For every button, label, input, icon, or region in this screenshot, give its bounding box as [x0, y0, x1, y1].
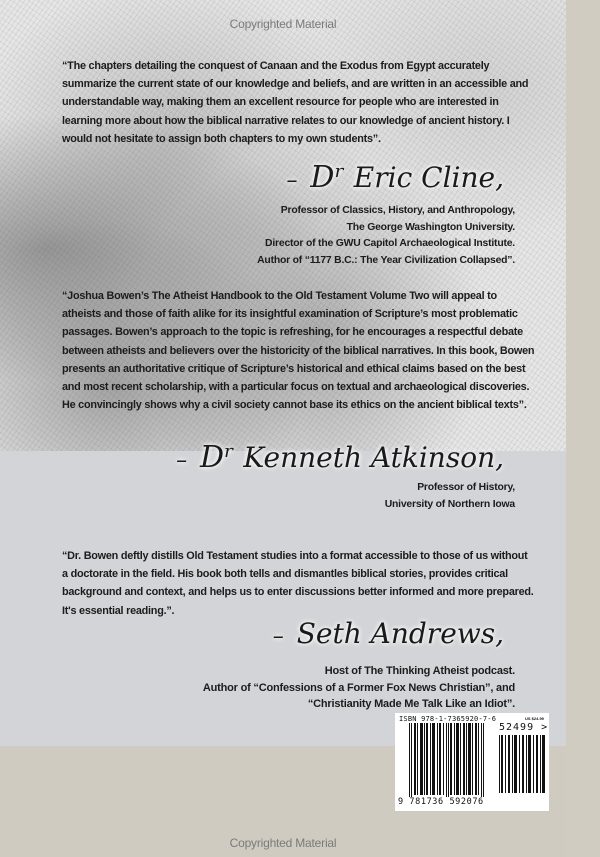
spine-edge-strip [566, 0, 600, 857]
copyright-watermark-bottom: Copyrighted Material [229, 836, 337, 850]
credentials-atkinson [385, 480, 515, 513]
addon-number: 52499 > [499, 722, 549, 733]
signature-title: Dʳ [310, 160, 345, 195]
credential-line: “Christianity Made Me Talk Like an Idiot”. [307, 698, 515, 711]
credential-line: Professor of History, [417, 482, 515, 493]
signature-name: Kenneth Atkinson, [243, 441, 504, 474]
signature-dash: – [286, 168, 298, 193]
isbn-label: ISBN 978-1-7365920-7-6 [399, 715, 497, 723]
copyright-watermark-top: Copyrighted Material [229, 17, 337, 31]
credential-line: Author of “Confessions of a Former Fox News Christian”, and [202, 681, 515, 694]
credential-line: Director of the GWU Capitol Archaeological Institute. [265, 238, 515, 250]
signature-name: Seth Andrews, [296, 617, 504, 650]
credentials-andrews [203, 663, 515, 713]
isbn-barcode [395, 713, 549, 811]
testimonial-quote-atkinson: “Joshua Bowen’s The Atheist Handbook to the Old Testament Volume Two will appeal to atheists and those of faith alike for its insightful examination of Scripture’s most problematic passages. Bowen’s approach to the topic is refreshing, for he encourages a respectful debate between atheists and believers over the historicity of the biblical narratives. In this book, Bowen presents an authoritative critique of Scripture’s historical and ethical claims based on the best and most recent scholarship, with a particular focus on textual and archaeological discoveries. He convincingly shows why a civil society cannot base its ethics on the ancient biblical texts”. [62, 290, 535, 412]
credential-line: Professor of Classics, History, and Anthropology, [280, 205, 515, 216]
signature-cline [287, 160, 504, 195]
credential-line: University of Northern Iowa [384, 498, 515, 510]
testimonial-quote-cline: “The chapters detailing the conquest of Canaan and the Exodus from Egypt accurately summarize the current state of our knowledge and beliefs, and are written in an accessible and understandable way, making them an excellent resource for people who are interested in learning more about how the biblical narrative relates to our knowledge of ancient history. I would not hesitate to assign both chapters to my own students”. [62, 60, 529, 145]
signature-atkinson [176, 440, 504, 475]
price-label: US $24.99 [525, 716, 544, 721]
signature-dash: – [176, 448, 188, 473]
signature-title: Dʳ [199, 440, 235, 475]
signature-andrews [273, 617, 504, 650]
addon-barcode-bars-icon [499, 735, 546, 793]
credential-line: Host of The Thinking Atheist podcast. [324, 665, 515, 677]
testimonial-quote-andrews: “Dr. Bowen deftly distills Old Testament studies into a format accessible to those of us without a doctorate in the field. His book both tells and dismantles biblical stories, provides critical background and context, and helps us to enter discussions better informed and more prepared. It's essential reading.”. [62, 550, 534, 617]
credential-line: Author of “1177 B.C.: The Year Civilization Collapsed”. [257, 255, 515, 267]
barcode-bars-icon [409, 723, 485, 801]
credential-line: The George Washington University. [346, 221, 515, 233]
credentials-cline [257, 203, 515, 270]
signature-name: Eric Cline, [353, 161, 504, 194]
signature-dash: – [272, 624, 284, 649]
ean-digits: 9 781736 592076 [398, 797, 484, 807]
